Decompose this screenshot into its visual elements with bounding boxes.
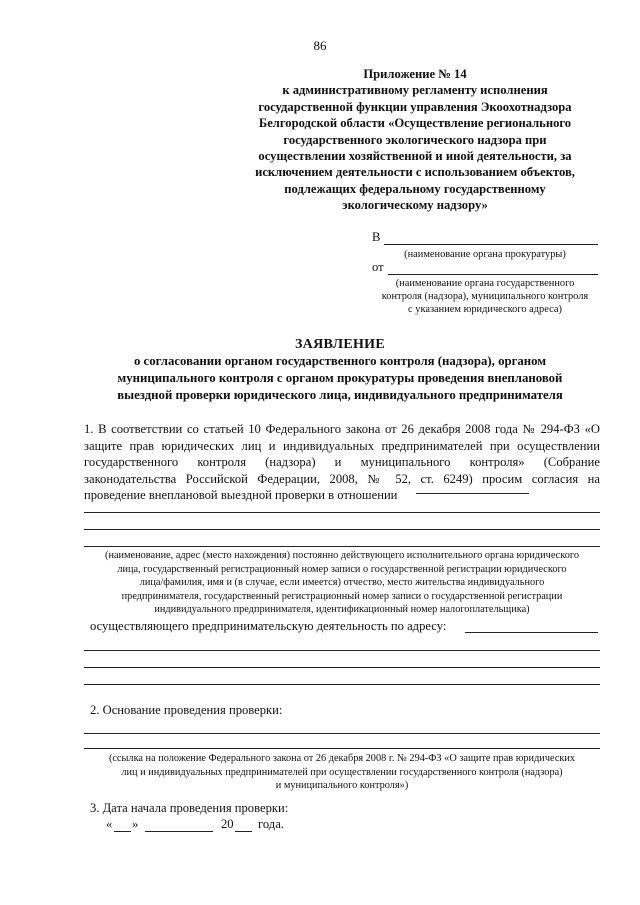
appendix-line: государственной функции управления Экоохотнадзора	[258, 99, 572, 114]
basis-caption	[84, 752, 600, 793]
subtitle-line: муниципального контроля с органом прокуратуры проведения внеплановой	[117, 371, 563, 385]
appendix-line: к административному регламенту исполнения	[282, 83, 548, 98]
date-month-blank[interactable]	[145, 831, 213, 832]
basis-caption-line: и муниципального контроля»)	[275, 780, 409, 792]
statement-subtitle	[60, 353, 620, 404]
address-blank-line[interactable]	[465, 632, 598, 633]
to-caption: (наименование органа прокуратуры)	[404, 249, 566, 260]
subject-caption-line: (наименование, адрес (место нахождения) постоянно действующего исполнительного органа юридического	[105, 550, 579, 561]
basis-blank-line[interactable]	[84, 733, 600, 734]
from-prefix: от	[372, 260, 384, 274]
from-caption-line: (наименование органа государственного	[395, 278, 575, 289]
paragraph-line: 1. В соответствии со статьей 10 Федерального закона от 26 декабря 2008 года № 294-ФЗ «О	[84, 422, 600, 436]
basis-caption-line: (ссылка на положение Федерального закона от 26 декабря 2008 г. № 294-ФЗ «О защите прав юридических	[108, 753, 576, 764]
date-day-blank[interactable]	[114, 831, 131, 832]
date-year-prefix: 20	[221, 817, 234, 831]
appendix-line: исключением деятельности с использованием объектов,	[255, 165, 575, 180]
to-prefix: В	[372, 230, 381, 244]
appendix-line: осуществлении хозяйственной и иной деятельности, за	[258, 149, 572, 164]
from-caption-line: контроля (надзора), муниципального контроля	[381, 291, 589, 302]
appendix-line: Белгородской области «Осуществление регионального	[258, 116, 572, 131]
subject-blank-line[interactable]	[416, 493, 529, 494]
appendix-line: подлежащих федеральному государственному	[284, 181, 546, 196]
date-close-quote: »	[132, 817, 139, 831]
paragraph-line: защите прав юридических лиц и индивидуальных предпринимателей при осуществлении	[84, 438, 600, 453]
date-open-quote: «	[106, 817, 113, 831]
from-caption-line: с указанием юридического адреса)	[408, 304, 562, 315]
appendix-line: Приложение № 14	[363, 67, 467, 81]
paragraph-line: законодательства Российской Федерации, 2008, № 52, ст. 6249) просим согласия на	[84, 471, 600, 486]
subject-caption-line: индивидуального предпринимателя, идентификационный номер налогоплательщика)	[154, 604, 530, 616]
subject-caption-line: предпринимателя, государственный регистрационный номер записи о государственной регистрации	[121, 590, 563, 602]
statement-title: ЗАЯВЛЕНИЕ	[294, 337, 385, 352]
subject-caption-line: лица, государственный регистрационный номер записи о государственной регистрации юридического	[117, 563, 567, 575]
page-number: 86	[313, 38, 327, 53]
from-caption	[372, 277, 598, 316]
date-year-blank[interactable]	[235, 831, 252, 832]
subject-blank-line[interactable]	[84, 512, 600, 513]
address-label: осуществляющего предпринимательскую деятельность по адресу:	[90, 619, 447, 633]
section3-label: 3. Дата начала проведения проверки:	[90, 801, 289, 815]
appendix-heading	[210, 66, 620, 214]
date-suffix: года.	[258, 817, 284, 831]
subtitle-line: выездной проверки юридического лица, индивидуального предпринимателя	[117, 388, 563, 402]
address-blank-line[interactable]	[84, 667, 600, 668]
paragraph-line: проведение внеплановой выездной проверки в отношении	[84, 488, 398, 503]
address-blank-line[interactable]	[84, 650, 600, 651]
address-blank-line[interactable]	[84, 684, 600, 685]
basis-caption-line: лиц и индивидуальных предпринимателей при осуществлении государственного контроля (надзора)	[121, 766, 563, 778]
appendix-line: экологическому надзору»	[342, 198, 488, 213]
to-blank-line[interactable]	[384, 244, 598, 245]
from-blank-line[interactable]	[388, 274, 598, 275]
section2-label: 2. Основание проведения проверки:	[90, 703, 283, 717]
paragraph-line: государственного контроля (надзора) и муниципального контроля» (Собрание	[84, 455, 600, 470]
subject-blank-line[interactable]	[84, 529, 600, 530]
subject-caption-line: лица/фамилия, имя и (в случае, если имеется) отчество, место жительства индивидуального	[139, 577, 545, 589]
appendix-line: государственного экологического надзора при	[283, 132, 547, 147]
subject-caption	[84, 549, 600, 617]
section1-paragraph	[84, 421, 600, 504]
basis-blank-line[interactable]	[84, 748, 600, 749]
subject-blank-line[interactable]	[84, 546, 600, 547]
subtitle-line: о согласовании органом государственного контроля (надзора), органом	[133, 354, 547, 368]
